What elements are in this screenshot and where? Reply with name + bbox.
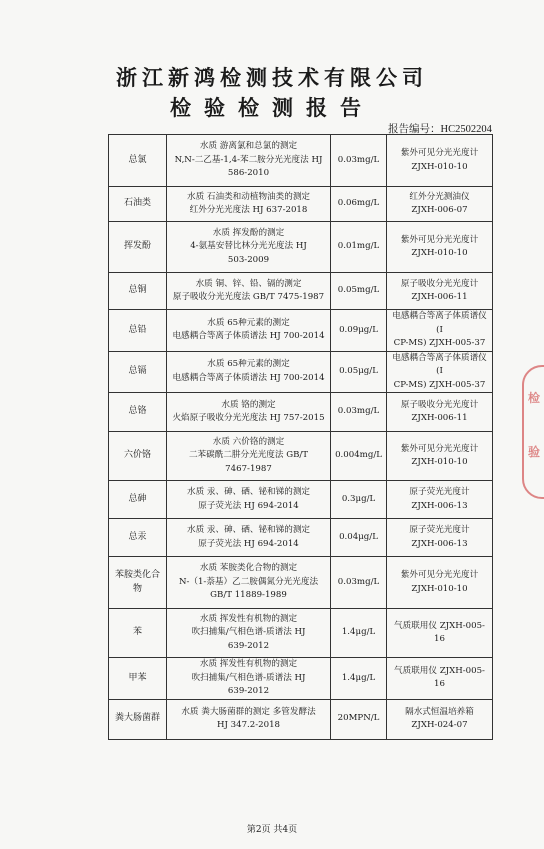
table-row <box>109 557 493 609</box>
method-cell: 水质 粪大肠菌群的测定 多管发酵法 HJ 347.2-2018 <box>167 699 331 739</box>
table-row <box>109 222 493 273</box>
method-cell: 水质 铜、锌、铅、镉的测定 原子吸收分光光度法 GB/T 7475-1987 <box>167 273 331 310</box>
report-number-value: HC2502204 <box>440 124 492 135</box>
instrument-cell: 紫外可见分光光度计 ZJXH-010-10 <box>387 222 493 273</box>
item-cell: 总砷 <box>109 481 167 519</box>
item-cell: 苯 <box>109 609 167 658</box>
detection-limit-cell: 0.03mg/L <box>331 135 387 187</box>
seal-char-1: 检 <box>528 391 541 405</box>
detection-limit-cell: 0.05mg/L <box>331 273 387 310</box>
method-cell: 水质 65种元素的测定 电感耦合等离子体质谱法 HJ 700-2014 <box>167 310 331 352</box>
instrument-cell: 气质联用仪 ZJXH-005-16 <box>387 658 493 700</box>
instrument-cell: 紫外可见分光光度计 ZJXH-010-10 <box>387 135 493 187</box>
detection-limit-cell: 0.01mg/L <box>331 222 387 273</box>
method-cell: 水质 挥发性有机物的测定 吹扫捕集/气相色谱-质谱法 HJ 639-2012 <box>167 658 331 700</box>
table-row <box>109 187 493 222</box>
instrument-cell: 原子吸收分光光度计 ZJXH-006-11 <box>387 393 493 432</box>
company-name: 浙江新鸿检测技术有限公司 <box>116 65 428 90</box>
detection-limit-cell: 0.06mg/L <box>331 187 387 222</box>
table-row <box>109 351 493 393</box>
item-cell: 石油类 <box>109 187 167 222</box>
detection-limit-cell: 20MPN/L <box>331 699 387 739</box>
detection-limit-cell: 0.04μg/L <box>331 519 387 557</box>
detection-limit-cell: 0.004mg/L <box>331 432 387 481</box>
method-cell: 水质 石油类和动植物油类的测定 红外分光光度法 HJ 637-2018 <box>167 187 331 222</box>
detection-limit-cell: 1.4μg/L <box>331 609 387 658</box>
item-cell: 苯胺类化合物 <box>109 557 167 609</box>
table-row <box>109 658 493 700</box>
table-row <box>109 609 493 658</box>
method-cell: 水质 游离氯和总氯的测定 N,N-二乙基-1,4-苯二胺分光光度法 HJ 586-2010 <box>167 135 331 187</box>
instrument-cell: 紫外可见分光光度计 ZJXH-010-10 <box>387 557 493 609</box>
item-cell: 总铅 <box>109 310 167 352</box>
item-cell: 总铜 <box>109 273 167 310</box>
item-cell: 甲苯 <box>109 658 167 700</box>
method-cell: 水质 六价铬的测定 二苯碳酰二肼分光光度法 GB/T 7467-1987 <box>167 432 331 481</box>
method-cell: 水质 苯胺类化合物的测定 N-（1-萘基）乙二胺偶氮分光光度法 GB/T 11889-1989 <box>167 557 331 609</box>
item-cell: 粪大肠菌群 <box>109 699 167 739</box>
table-row <box>109 310 493 352</box>
table-row <box>109 135 493 187</box>
item-cell: 六价铬 <box>109 432 167 481</box>
table-row <box>109 699 493 739</box>
instrument-cell: 隔水式恒温培养箱 ZJXH-024-07 <box>387 699 493 739</box>
instrument-cell: 原子荧光光度计 ZJXH-006-13 <box>387 519 493 557</box>
table-row <box>109 393 493 432</box>
report-number-label: 报告编号： <box>388 123 441 135</box>
table-row <box>109 273 493 310</box>
instrument-cell: 原子吸收分光光度计 ZJXH-006-11 <box>387 273 493 310</box>
test-items-table <box>108 134 493 740</box>
page-footer: 第2页 共4页 <box>246 825 298 835</box>
table-row <box>109 519 493 557</box>
detection-limit-cell: 0.03mg/L <box>331 557 387 609</box>
item-cell: 总铬 <box>109 393 167 432</box>
official-seal <box>522 365 544 499</box>
method-cell: 水质 铬的测定 火焰原子吸收分光光度法 HJ 757-2015 <box>167 393 331 432</box>
item-cell: 总镉 <box>109 351 167 393</box>
instrument-cell: 紫外可见分光光度计 ZJXH-010-10 <box>387 432 493 481</box>
item-cell: 挥发酚 <box>109 222 167 273</box>
method-cell: 水质 汞、砷、硒、铋和锑的测定 原子荧光法 HJ 694-2014 <box>167 519 331 557</box>
table-row <box>109 481 493 519</box>
method-cell: 水质 挥发酚的测定 4-氨基安替比林分光光度法 HJ 503-2009 <box>167 222 331 273</box>
detection-limit-cell: 0.09μg/L <box>331 310 387 352</box>
instrument-cell: 电感耦合等离子体质谱仪(I CP-MS) ZJXH-005-37 <box>387 310 493 352</box>
detection-limit-cell: 0.03mg/L <box>331 393 387 432</box>
report-title: 检验检测报告 <box>170 95 374 120</box>
instrument-cell: 红外分光测油仪 ZJXH-006-07 <box>387 187 493 222</box>
instrument-cell: 气质联用仪 ZJXH-005-16 <box>387 609 493 658</box>
instrument-cell: 电感耦合等离子体质谱仪(I CP-MS) ZJXH-005-37 <box>387 351 493 393</box>
method-cell: 水质 65种元素的测定 电感耦合等离子体质谱法 HJ 700-2014 <box>167 351 331 393</box>
method-cell: 水质 汞、砷、硒、铋和锑的测定 原子荧光法 HJ 694-2014 <box>167 481 331 519</box>
seal-char-2: 验 <box>528 445 541 459</box>
instrument-cell: 原子荧光光度计 ZJXH-006-13 <box>387 481 493 519</box>
detection-limit-cell: 0.3μg/L <box>331 481 387 519</box>
table-row <box>109 432 493 481</box>
detection-limit-cell: 1.4μg/L <box>331 658 387 700</box>
item-cell: 总汞 <box>109 519 167 557</box>
detection-limit-cell: 0.05μg/L <box>331 351 387 393</box>
item-cell: 总氯 <box>109 135 167 187</box>
method-cell: 水质 挥发性有机物的测定 吹扫捕集/气相色谱-质谱法 HJ 639-2012 <box>167 609 331 658</box>
